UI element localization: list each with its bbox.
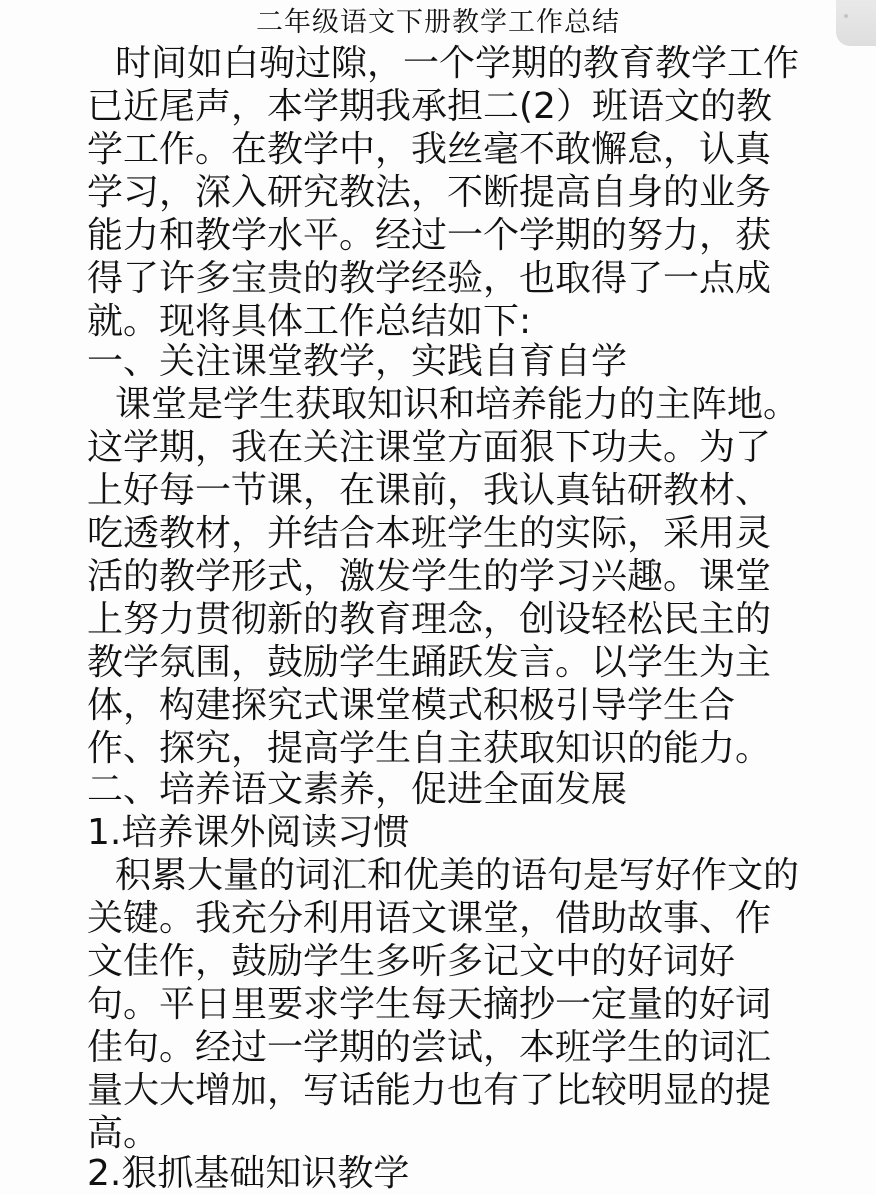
section-heading: 一、关注课堂教学，实践自育自学 bbox=[87, 341, 628, 382]
paragraph-line: 吃透教材，并结合本班学生的实际，采用灵 bbox=[87, 513, 772, 554]
paragraph-line: 量大大增加，写话能力也有了比较明显的提 bbox=[87, 1070, 772, 1111]
paragraph-line: 体，构建探究式课堂模式积极引导学生合 bbox=[87, 685, 736, 726]
paragraph-line: 积累大量的词汇和优美的语句是写好作文的 bbox=[115, 855, 800, 896]
paragraph-line: 关键。我充分利用语文课堂，借助故事、作 bbox=[87, 898, 772, 939]
paragraph-line: 就。现将具体工作总结如下: bbox=[87, 301, 532, 342]
paragraph-line: 教学氛围，鼓励学生踊跃发言。以学生为主 bbox=[87, 642, 772, 683]
section-heading: 二、培养语文素养，促进全面发展 bbox=[87, 769, 628, 810]
subsection-heading: 1.培养课外阅读习惯 bbox=[87, 812, 410, 853]
dot-icon bbox=[844, 14, 848, 18]
corner-tab-icon[interactable] bbox=[836, 0, 876, 46]
paragraph-line: 已近尾声，本学期我承担二(2）班语文的教 bbox=[87, 86, 772, 127]
paragraph-line: 得了许多宝贵的教学经验，也取得了一点成 bbox=[87, 258, 772, 299]
paragraph-line: 学工作。在教学中，我丝毫不敢懈怠，认真 bbox=[87, 129, 772, 170]
paragraph-line: 课堂是学生获取知识和培养能力的主阵地。 bbox=[115, 384, 800, 425]
paragraph-line: 上好每一节课，在课前，我认真钻研教材、 bbox=[87, 470, 772, 511]
paragraph-line: 学习，深入研究教法，不断提高自身的业务 bbox=[87, 172, 772, 213]
paragraph-line: 作、探究，提高学生自主获取知识的能力。 bbox=[87, 728, 772, 769]
paragraph-line: 时间如白驹过隙，一个学期的教育教学工作 bbox=[115, 43, 800, 84]
paragraph-line: 上努力贯彻新的教育理念，创设轻松民主的 bbox=[87, 599, 772, 640]
paragraph-line: 能力和教学水平。经过一个学期的努力，获 bbox=[87, 215, 772, 256]
paragraph-line: 佳句。经过一学期的尝试，本班学生的词汇 bbox=[87, 1027, 772, 1068]
paragraph-line: 句。平日里要求学生每天摘抄一定量的好词 bbox=[87, 984, 772, 1025]
paragraph-line: 高。 bbox=[87, 1113, 160, 1154]
paragraph-line: 文佳作，鼓励学生多听多记文中的好词好 bbox=[87, 941, 736, 982]
subsection-heading: 2.狠抓基础知识教学 bbox=[87, 1153, 410, 1194]
document-title: 二年级语文下册教学工作总结 bbox=[256, 7, 620, 38]
paragraph-line: 活的教学形式，激发学生的学习兴趣。课堂 bbox=[87, 556, 772, 597]
paragraph-line: 这学期，我在关注课堂方面狠下功夫。为了 bbox=[87, 427, 772, 468]
